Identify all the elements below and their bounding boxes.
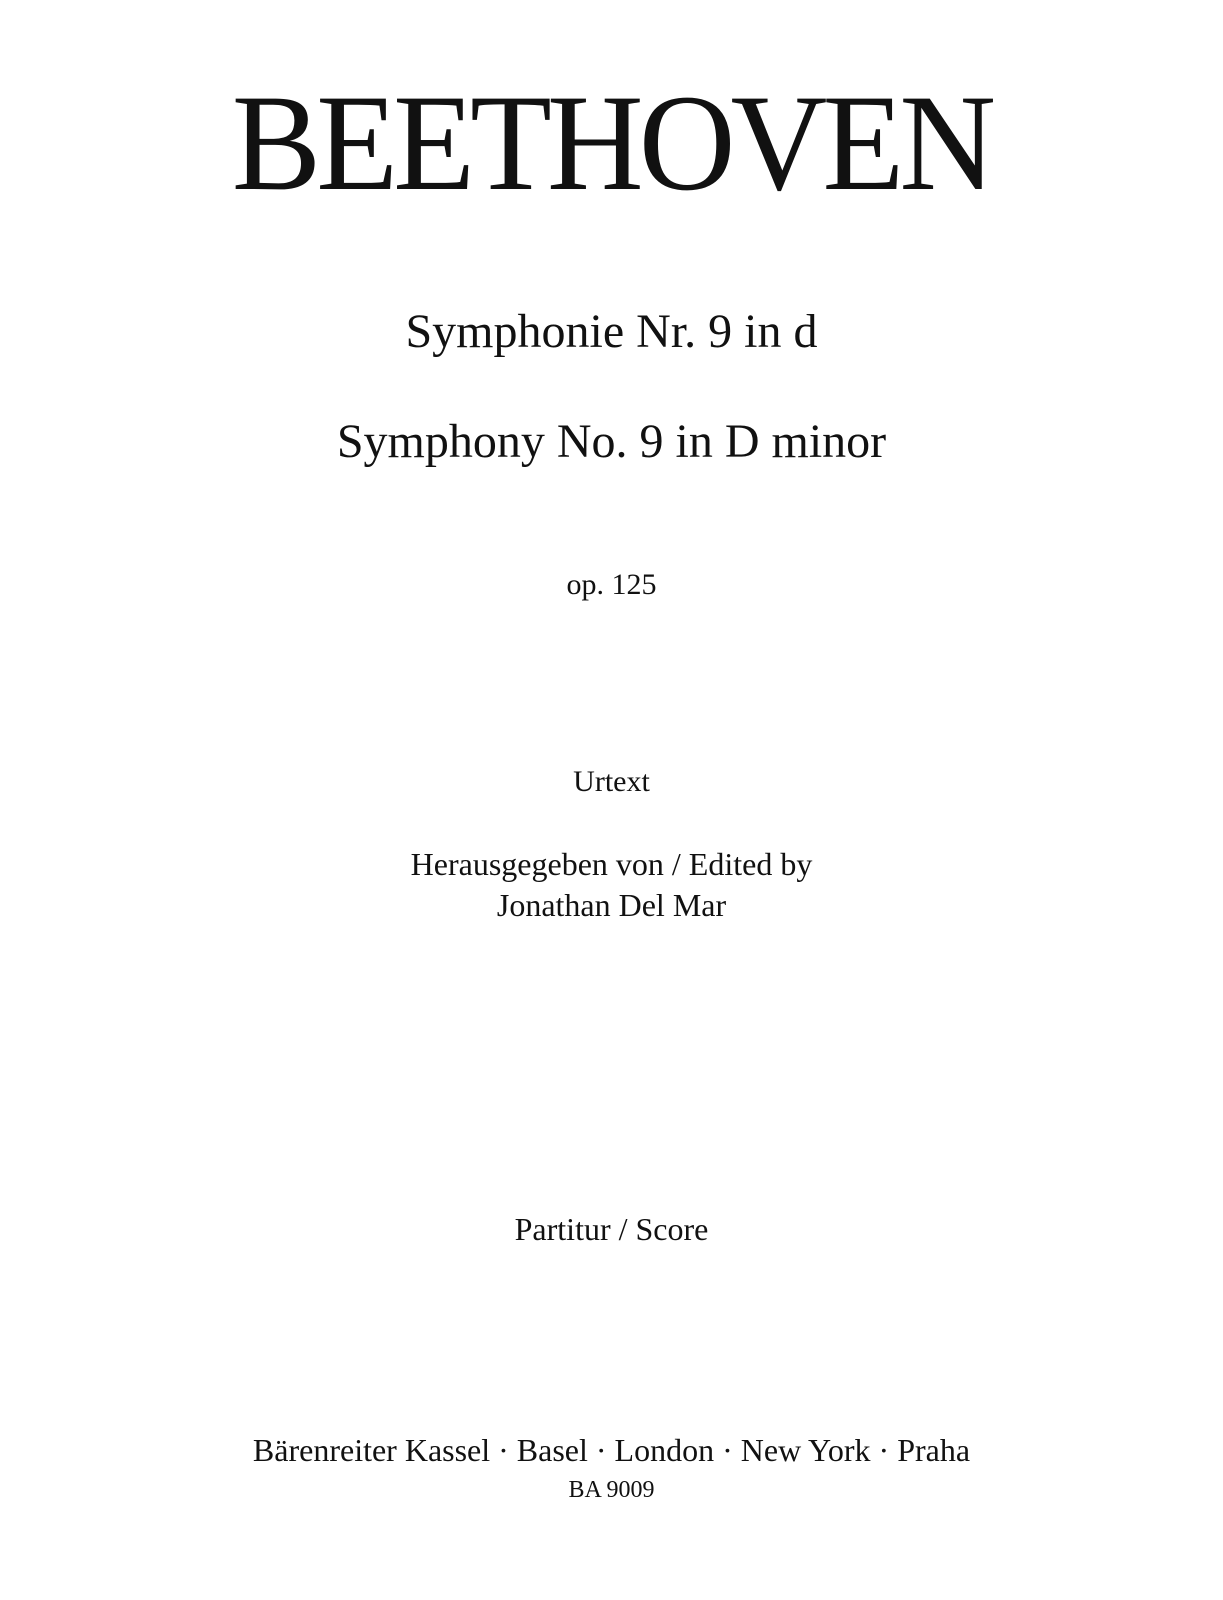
edited-by-label: Herausgegeben von / Edited by <box>410 846 813 882</box>
title-english: Symphony No. 9 in D minor <box>336 415 887 468</box>
opus-number: op. 125 <box>566 568 657 601</box>
catalog-number: BA 9009 <box>568 1477 655 1503</box>
urtext-label: Urtext <box>573 765 650 798</box>
score-format: Partitur / Score <box>514 1211 709 1247</box>
composer-name: BEETHOVEN <box>231 66 992 219</box>
editor-name: Jonathan Del Mar <box>496 887 727 923</box>
title-german: Symphonie Nr. 9 in d <box>405 305 818 358</box>
publisher-line: Bärenreiter Kassel · Basel · London · New York · Praha <box>252 1432 971 1468</box>
